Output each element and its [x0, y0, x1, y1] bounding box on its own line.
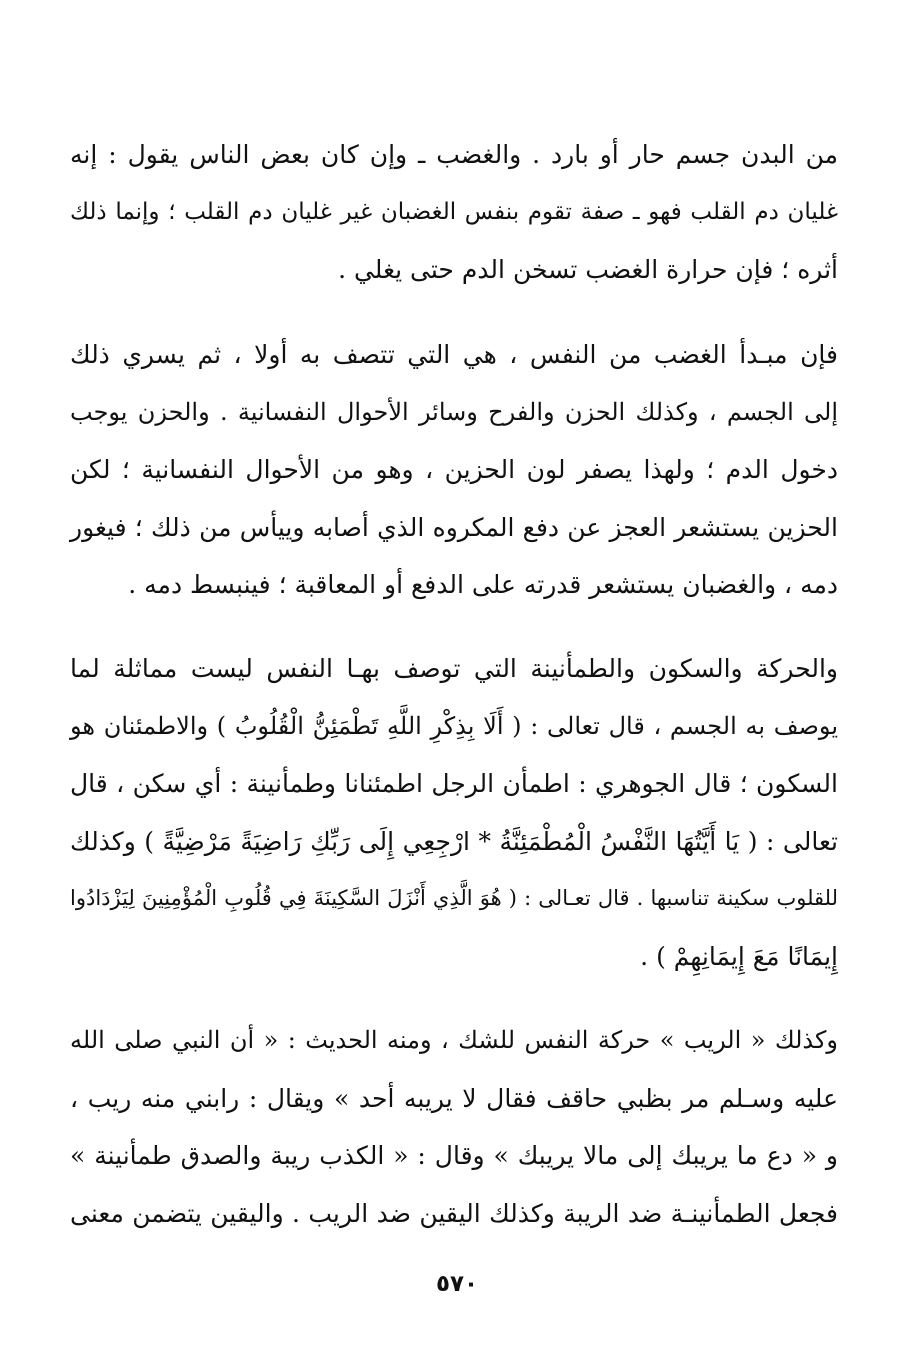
text-line: يوصف به الجسم ، قال تعالى : ( أَلَا بِذِكْرِ اللَّهِ تَطْمَئِنُّ الْقُلُوبُ ) والاطمئنان هو [70, 711, 839, 740]
page-number: ٥٧٠ [435, 1271, 479, 1297]
text-line: دمه ، والغضبان يستشعر قدرته على الدفع أو المعاقبة ؛ فينبسط دمه . [128, 570, 838, 599]
text-line: من البدن جسم حار أو بارد . والغضب ـ وإن كان بعض الناس يقول : إنه [70, 140, 838, 169]
text-line: تعالى : ( يَا أَيَّتُهَا النَّفْسُ الْمُطْمَئِنَّةُ * ارْجِعِي إِلَى رَبِّكِ رَاضِيَةً مَرْضِيَّةً ) وكذلك [70, 826, 838, 856]
text-line: أثره ؛ فإن حرارة الغضب تسخن الدم حتى يغلي . [338, 255, 838, 284]
text-line: الحزين يستشعر العجز عن دفع المكروه الذي أصابه وييأس من ذلك ؛ فيغور [70, 512, 838, 542]
text-line: إلى الجسم ، وكذلك الحزن والفرح وسائر الأحوال النفسانية . والحزن يوجب [70, 397, 838, 426]
paragraph-3 [70, 640, 838, 985]
text-line: غليان دم القلب فهو ـ صفة تقوم بنفس الغضبان غير غليان دم القلب ؛ وإنما ذلك [70, 198, 838, 225]
text-line: والحركة والسكون والطمأنينة التي توصف بهـا النفس ليست مماثلة لما [70, 654, 838, 683]
text-line: عليه وسـلم مر بظبي حاقف فقال لا يريبه أحد » ويقال : رابني منه ريب ، [70, 1083, 838, 1113]
paragraph-4 [70, 1012, 838, 1242]
text-line: فجعل الطمأنينـة ضد الريبة وكذلك اليقين ضد الريب . واليقين يتضمن معنى [70, 1198, 838, 1228]
paragraph-1 [70, 126, 838, 299]
text-line: السكون ؛ قال الجوهري : اطمأن الرجل اطمئنانا وطمأنينة : أي سكن ، قال [70, 769, 838, 798]
text-line: إِيمَانًا مَعَ إِيمَانِهِمْ ) . [640, 941, 838, 971]
paragraph-2 [70, 326, 838, 614]
text-line: فإن مبـدأ الغضب من النفس ، هي التي تتصف به أولا ، ثم يسري ذلك [70, 340, 838, 369]
text-line: دخول الدم ؛ ولهذا يصفر لون الحزين ، وهو من الأحوال النفسانية ؛ لكن [70, 455, 838, 484]
text-line: وكذلك « الريب » حركة النفس للشك ، ومنه الحديث : « أن النبي صلى الله [70, 1026, 838, 1054]
text-line: و « دع ما يريبك إلى مالا يريبك » وقال : « الكذب ريبة والصدق طمأنينة » [70, 1141, 838, 1170]
text-line: للقلوب سكينة تناسبها . قال تعـالى : ( هُوَ الَّذِي أَنْزَلَ السَّكِينَةَ فِي قُلُوبِ الْمُؤْمِنِينَ لِيَزْدَادُوا [70, 886, 838, 910]
